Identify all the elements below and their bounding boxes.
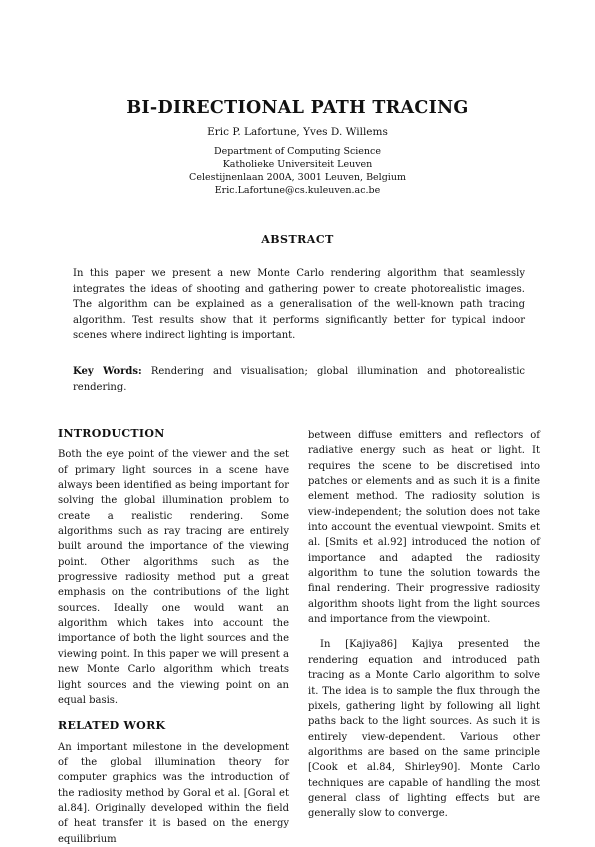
keywords-label: Key Words: (73, 366, 142, 377)
paper-title: BI-DIRECTIONAL PATH TRACING (126, 98, 469, 118)
introduction-text: Both the eye point of the viewer and the set of primary light sources in a scene have always been identified as being important for solving the global illumination problem to create a realistic rendering. Some algorithms such as ray tracing are entirely built around the importance of the viewing point. Other algorithms such as the progressive radiosity method put a great emphasis on the contributions of the light sources. Ideally one would want an algorithm which takes into account the importance of both the light sources and the viewing point. In this paper we will present a new Monte Carlo algorithm which treats light sources and the viewing point on an equal basis. (58, 449, 289, 706)
radiosity-paragraph: between diffuse emitters and reflectors of radiative energy such as heat or light. It requires the scene to be discretised into patches or elements and as such it is a finite element method. The radiosity solution is view-independent; the solution does not take into account the eventual viewpoint. Smits et al. [Smits et al.92] introduced the notion of importance and adapted the radiosity algorithm to tune the solution towards the final rendering. Their progressive radiosity algorithm shoots light from the light sources and importance from the viewpoint. (308, 430, 540, 626)
affiliation-university: Katholieke Universiteit Leuven (222, 159, 373, 170)
abstract-text: In this paper we present a new Monte Carlo rendering algorithm that seamlessly integrates the ideas of shooting and gathering power to create photorealistic images. The algorithm can be explained as a generalisation of the well-known path tracing algorithm. Test results show that it performs significantly better for typical indoor scenes where indirect lighting is important. (73, 268, 525, 342)
affiliation-email: Eric.Lafortune@cs.kuleuven.ac.be (214, 185, 381, 196)
left-column (58, 426, 289, 847)
abstract-heading: ABSTRACT (261, 233, 334, 246)
related-work-heading: RELATED WORK (58, 719, 166, 733)
path-tracing-paragraph: In [Kajiya86] Kajiya presented the rendering equation and introduced path tracing as a Monte Carlo algorithm to solve it. The idea is to sample the flux through the pixels, gathering light by following all light paths back to the light sources. As such it is entirely view-dependent. Various other algorithms are based on the same principle [Cook et al.84, Shirley90]. Monte Carlo techniques are capable of handling the most general class of lighting effects but are generally slow to converge. (308, 639, 540, 820)
related-work-text: An important milestone in the development of the global illumination theory for computer graphics was the introduction of the radiosity method by Goral et al. [Goral et al.84]. Originally developed within the field of heat transfer it is based on the energy equilibrium (58, 741, 289, 845)
affiliation-block (0, 145, 595, 197)
keywords-text: Rendering and visualisation; global illumination and photorealistic rendering. (73, 366, 525, 393)
authors: Eric P. Lafortune, Yves D. Willems (207, 126, 388, 138)
right-column (308, 428, 540, 822)
affiliation-department: Department of Computing Science (213, 146, 381, 157)
affiliation-address: Celestijnenlaan 200A, 3001 Leuven, Belgium (189, 172, 406, 183)
keywords (73, 364, 525, 395)
introduction-heading: INTRODUCTION (58, 427, 165, 440)
